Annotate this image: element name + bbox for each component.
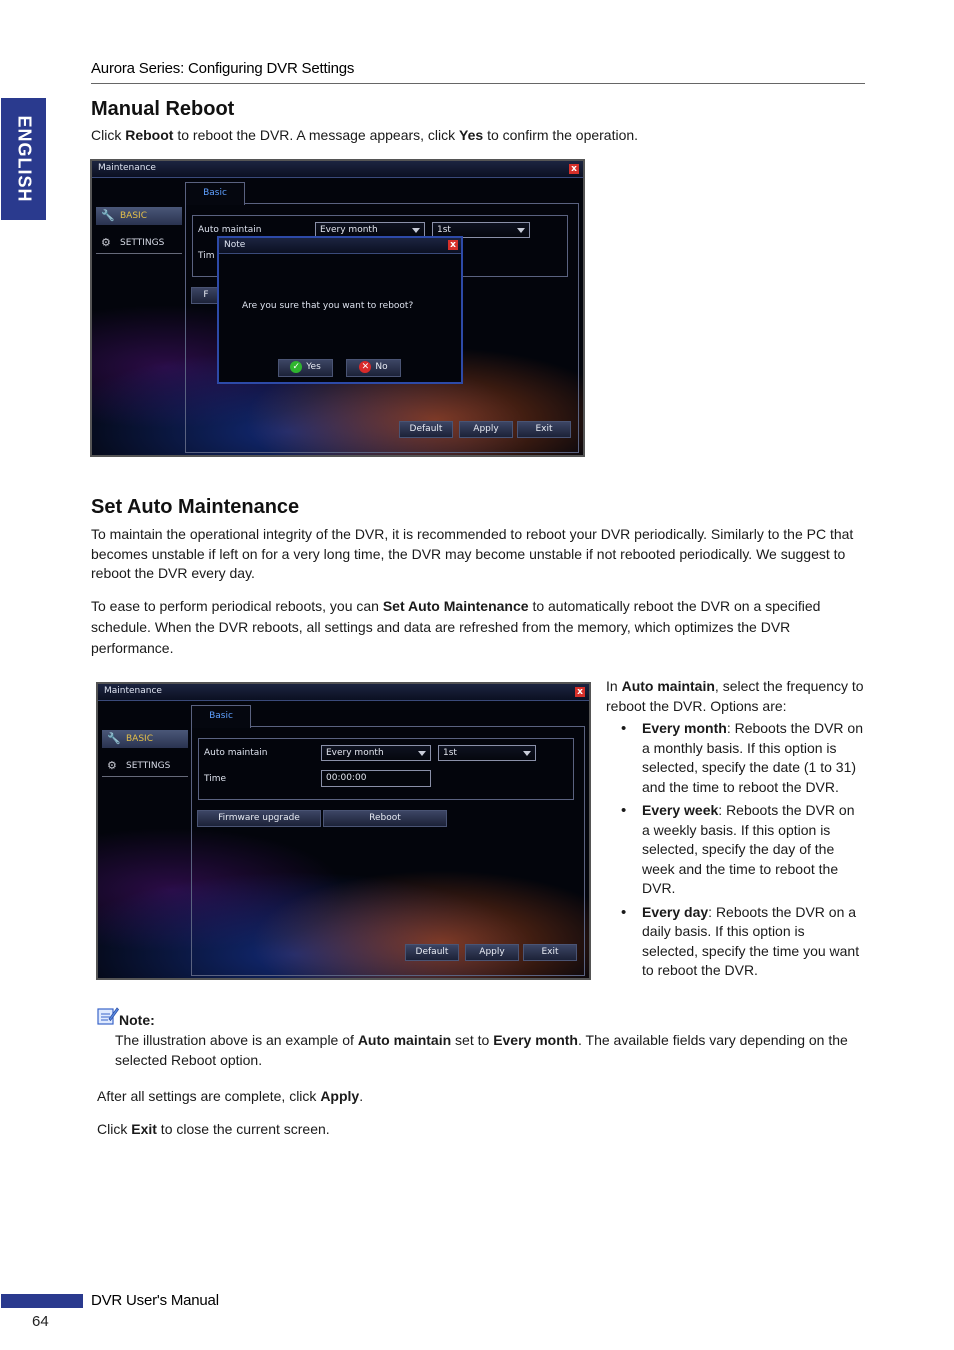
frequency-select[interactable]: Every month	[315, 222, 425, 238]
default-button[interactable]: Default	[399, 421, 453, 438]
auto-maintain-label: Auto maintain	[198, 225, 262, 235]
auto-maintenance-para2: To ease to perform periodical reboots, you can Set Auto Maintenance to automatically reboot the DVR on a specified schedule. When the DVR reboots, all settings and data are refreshed from the memory, which optimizes the DVR performance.	[91, 598, 821, 656]
menu-item-basic[interactable]: 🔧 BASIC	[96, 207, 182, 225]
close-icon[interactable]: x	[569, 164, 579, 174]
time-input[interactable]: 00:00:00	[321, 770, 431, 787]
dialog-title: Note	[224, 240, 246, 250]
note-text: The illustration above is an example of Auto maintain set to Every month. The available fields vary depending on the selected Reboot option.	[115, 1032, 848, 1068]
no-button[interactable]: ✕ No	[346, 359, 401, 377]
footer-title: DVR User's Manual	[91, 1292, 219, 1309]
time-label: Tim	[198, 251, 215, 261]
dialog-titlebar	[219, 238, 461, 254]
window-title: Maintenance	[98, 163, 156, 173]
manual-reboot-heading: Manual Reboot	[91, 98, 235, 120]
chevron-down-icon	[523, 751, 531, 756]
side-tab-label: ENGLISH	[14, 115, 34, 203]
menu-item-settings[interactable]: ⚙ SETTINGS	[107, 759, 171, 772]
list-item: • Every week: Reboots the DVR on a weekly basis. If this option is selected, specify the day of the week and the time to reboot the DVR.	[619, 801, 864, 899]
wrench-icon: 🔧	[107, 732, 121, 745]
firmware-upgrade-button[interactable]: Firmware upgrade	[197, 810, 321, 827]
exit-button[interactable]: Exit	[523, 944, 577, 961]
firmware-upgrade-button[interactable]: F	[191, 287, 221, 304]
frequency-options-list	[619, 719, 864, 985]
note-label: Note:	[119, 1012, 155, 1028]
apply-instruction: After all settings are complete, click Apply.	[97, 1088, 364, 1104]
list-item: • Every day: Reboots the DVR on a daily basis. If this option is selected, specify the time you want to reboot the DVR.	[619, 903, 864, 981]
gear-icon: ⚙	[101, 236, 111, 249]
close-icon[interactable]: x	[448, 240, 458, 250]
exit-instruction: Click Exit to close the current screen.	[97, 1121, 330, 1137]
auto-maintenance-heading: Set Auto Maintenance	[91, 496, 300, 518]
date-select[interactable]: 1st	[432, 222, 530, 238]
yes-button[interactable]: ✓ Yes	[278, 359, 333, 377]
wrench-icon: 🔧	[101, 209, 115, 222]
frequency-select[interactable]: Every month	[321, 745, 431, 761]
auto-maintain-intro: In Auto maintain, select the frequency to reboot the DVR. Options are:	[606, 678, 864, 714]
note-icon	[97, 1006, 119, 1026]
dialog-message: Are you sure that you want to reboot?	[242, 301, 414, 311]
reboot-confirm-screenshot	[90, 159, 585, 457]
language-side-tab	[1, 98, 46, 220]
window-titlebar	[92, 161, 583, 178]
close-icon[interactable]: x	[575, 687, 585, 697]
auto-maintenance-para1: To maintain the operational integrity of the DVR, it is recommended to reboot your DVR periodically. Similarly to the PC that becomes unstable if left on for a very long time, the DVR may become unstable if not rebooted periodically. We suggest to reboot the DVR every day.	[91, 526, 854, 581]
menu-item-basic[interactable]: 🔧 BASIC	[102, 730, 188, 748]
exit-button[interactable]: Exit	[517, 421, 571, 438]
reboot-button[interactable]: Reboot	[323, 810, 447, 827]
chevron-down-icon	[517, 228, 525, 233]
time-label: Time	[204, 774, 227, 784]
date-select[interactable]: 1st	[438, 745, 536, 761]
tab-basic[interactable]: Basic	[191, 705, 251, 728]
chevron-down-icon	[418, 751, 426, 756]
menu-item-settings[interactable]: ⚙ SETTINGS	[101, 236, 165, 249]
menu-divider	[102, 776, 188, 777]
menu-divider	[96, 253, 182, 254]
apply-button[interactable]: Apply	[465, 944, 519, 961]
chevron-down-icon	[412, 228, 420, 233]
page-number: 64	[32, 1313, 49, 1330]
window-titlebar	[98, 684, 589, 701]
close-icon: ✕	[359, 361, 371, 373]
auto-maintain-screenshot	[96, 682, 591, 980]
window-title: Maintenance	[104, 686, 162, 696]
auto-maintain-label: Auto maintain	[204, 748, 268, 758]
reboot-confirm-dialog	[217, 236, 463, 384]
running-header: Aurora Series: Configuring DVR Settings	[91, 60, 355, 77]
header-rule	[91, 83, 865, 84]
tab-basic[interactable]: Basic	[185, 182, 245, 205]
gear-icon: ⚙	[107, 759, 117, 772]
manual-reboot-intro: Click Reboot to reboot the DVR. A message appears, click Yes to confirm the operation.	[91, 127, 639, 143]
apply-button[interactable]: Apply	[459, 421, 513, 438]
check-icon: ✓	[290, 361, 302, 373]
list-item: • Every month: Reboots the DVR on a monthly basis. If this option is selected, specify the date (1 to 31) and the time to reboot the DVR.	[619, 719, 864, 797]
footer-bar	[1, 1294, 83, 1308]
default-button[interactable]: Default	[405, 944, 459, 961]
